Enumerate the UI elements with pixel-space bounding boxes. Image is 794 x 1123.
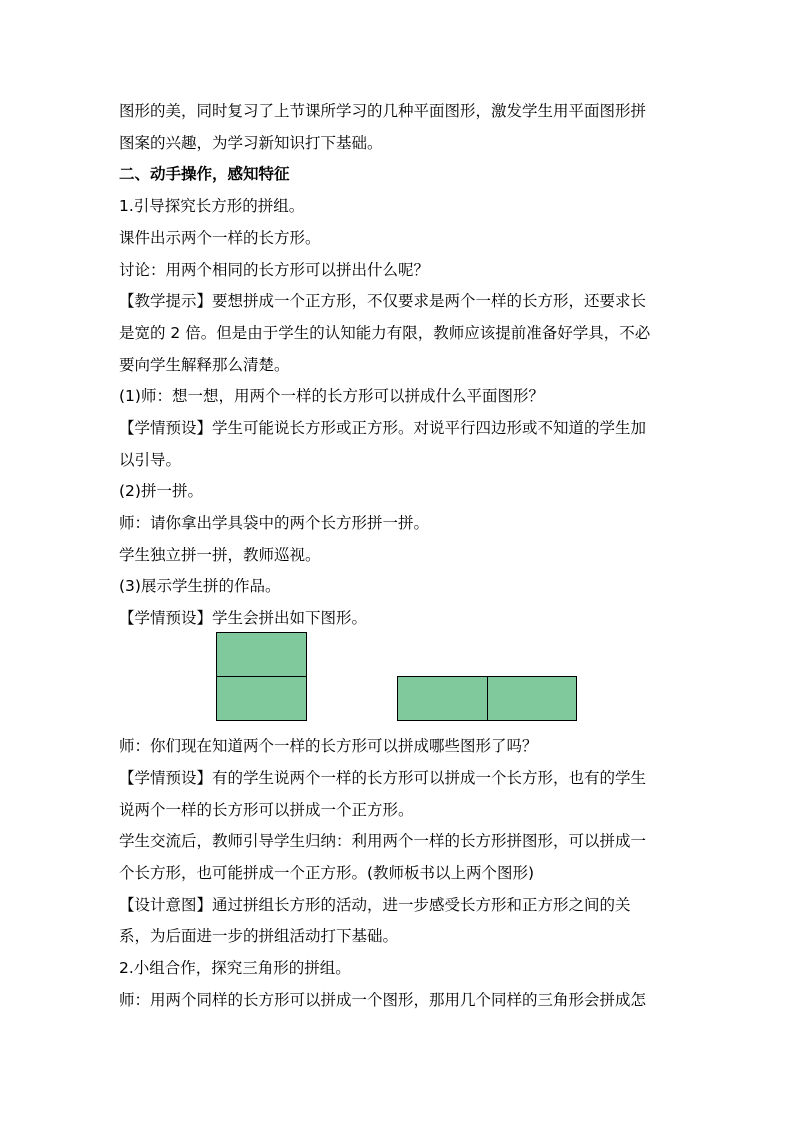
paragraph-line: 系，为后面进一步的拼组活动打下基础。 [119,927,399,945]
paragraph-line: 是宽的 2 倍。但是由于学生的认知能力有限，教师应该提前准备好学具，不必 [119,324,651,342]
subsection-heading: 1.引导探究长方形的拼组。 [119,197,305,215]
rectangle-right [487,676,577,721]
paragraph-line: 要向学生解释那么清楚。 [119,356,290,374]
section-heading: 二、动手操作，感知特征 [119,165,290,183]
paragraph-line: 学生交流后，教师引导学生归纳：利用两个一样的长方形拼图形，可以拼成一 [119,832,647,850]
paragraph-line: (1)师：想一想，用两个一样的长方形可以拼成什么平面图形？ [119,387,544,405]
paragraph-line: 【学情预设】学生会拼出如下图形。 [119,609,368,627]
paragraph-line: 图形的美，同时复习了上节课所学习的几种平面图形，激发学生用平面图形拼 [119,102,647,120]
paragraph-line: 师：请你拿出学具袋中的两个长方形拼一拼。 [119,514,430,532]
paragraph-line: 说两个一样的长方形可以拼成一个正方形。 [119,801,414,819]
paragraph-line: 【设计意图】通过拼组长方形的活动，进一步感受长方形和正方形之间的关 [119,896,631,914]
paragraph-line: 讨论：用两个相同的长方形可以拼出什么呢？ [119,261,430,279]
rectangle-top [216,632,307,677]
paragraph-line: 个长方形，也可能拼成一个正方形。(教师板书以上两个图形) [119,864,535,882]
paragraph-line: (3)展示学生拼的作品。 [119,577,281,595]
paragraph-line: 学生独立拼一拼，教师巡视。 [119,546,321,564]
paragraph-line: 师：用两个同样的长方形可以拼成一个图形，那用几个同样的三角形会拼成怎 [119,991,647,1009]
paragraph-line: 师：你们现在知道两个一样的长方形可以拼成哪些图形了吗？ [119,737,538,755]
paragraph-line: 【教学提示】要想拼成一个正方形，不仅要求是两个一样的长方形，还要求长 [119,292,647,310]
paragraph-line: 【学情预设】有的学生说两个一样的长方形可以拼成一个长方形，也有的学生 [119,769,647,787]
paragraph-line: 以引导。 [119,451,182,469]
rectangle-bottom [216,676,307,721]
paragraph-line: 【学情预设】学生可能说长方形或正方形。对说平行四边形或不知道的学生加 [119,419,647,437]
rectangle-left [397,676,488,721]
subsection-heading: 2.小组合作，探究三角形的拼组。 [119,959,351,977]
paragraph-line: 课件出示两个一样的长方形。 [119,229,321,247]
paragraph-line: (2)拼一拼。 [119,482,203,500]
paragraph-line: 图案的兴趣，为学习新知识打下基础。 [119,134,383,152]
